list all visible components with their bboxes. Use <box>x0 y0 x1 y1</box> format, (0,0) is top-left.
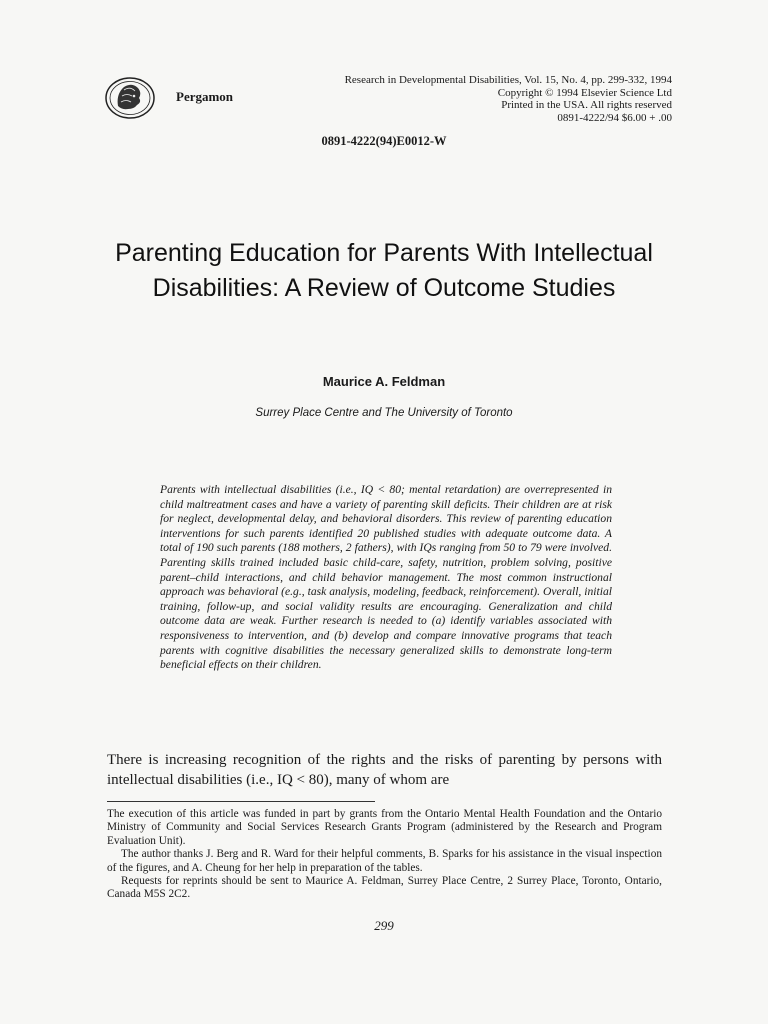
rights-line: Printed in the USA. All rights reserved <box>501 99 672 111</box>
footnote-divider <box>107 801 375 802</box>
body-paragraph: There is increasing recognition of the rights and the risks of parenting by persons with intellectual disabilities (i.e., IQ < 80), many of whom are <box>107 752 662 788</box>
journal-line: Research in Developmental Disabilities, Vol. 15, No. 4, pp. 299-332, 1994 <box>344 74 672 86</box>
article-title: Parenting Education for Parents With Intellectual Disabilities: A Review of Outcome Studies <box>115 239 653 302</box>
page-number: 299 <box>374 918 394 933</box>
article-identifier: 0891-4222(94)E0012-W <box>321 134 447 148</box>
author-affiliation: Surrey Place Centre and The University of Toronto <box>255 407 513 419</box>
author-name: Maurice A. Feldman <box>322 374 446 389</box>
abstract: Parents with intellectual disabilities (i.e., IQ < 80; mental retardation) are overrepresented in child maltreatment cases and have a variety of parenting skill deficits. Their children are at risk for neglect, developmental delay, and behavioral disorders. This review of parenting education interventions for such parents identified 20 published studies with adequate outcome data. A total of 190 such parents (188 mothers, 2 fathers), with IQs ranging from 50 to 79 were involved. Parenting skills trained included basic child-care, safety, nutrition, problem solving, positive parent–child interactions, and child behavior management. The most common instructional approach was behavioral (e.g., task analysis, modeling, feedback, reinforcement). Overall, initial training, follow-up, and social validity results are encouraging. Generalization and child outcome data are weak. Further research is needed to (a) identify variables associated with responsiveness to intervention, and (b) develop and compare innovative programs that teach parents with cognitive disabilities the necessary generalized skills to demonstrate long-term beneficial effects on their children. <box>160 483 612 672</box>
journal-citation <box>345 74 672 124</box>
footnote-reprints: Requests for reprints should be sent to Maurice A. Feldman, Surrey Place Centre, 2 Surrey Place, Toronto, Ontario, Canada M5S 2C2. <box>107 875 662 901</box>
price-line: 0891-4222/94 $6.00 + .00 <box>557 111 672 124</box>
footnotes <box>107 808 662 902</box>
footnote-funding: The execution of this article was funded in part by grants from the Ontario Mental Health Foundation and the Ontario Ministry of Community and Social Services Research Grants Program (administered by the Research and Program Evaluation Unit). <box>107 808 662 847</box>
copyright-line: Copyright © 1994 Elsevier Science Ltd <box>497 86 672 99</box>
publisher-name: Pergamon <box>176 89 234 104</box>
pergamon-logo-icon <box>104 76 156 120</box>
footnote-acknowledgments: The author thanks J. Berg and R. Ward for their helpful comments, B. Sparks for his assistance in the visual inspection of the figures, and A. Cheung for her help in preparation of the tables. <box>107 848 662 874</box>
